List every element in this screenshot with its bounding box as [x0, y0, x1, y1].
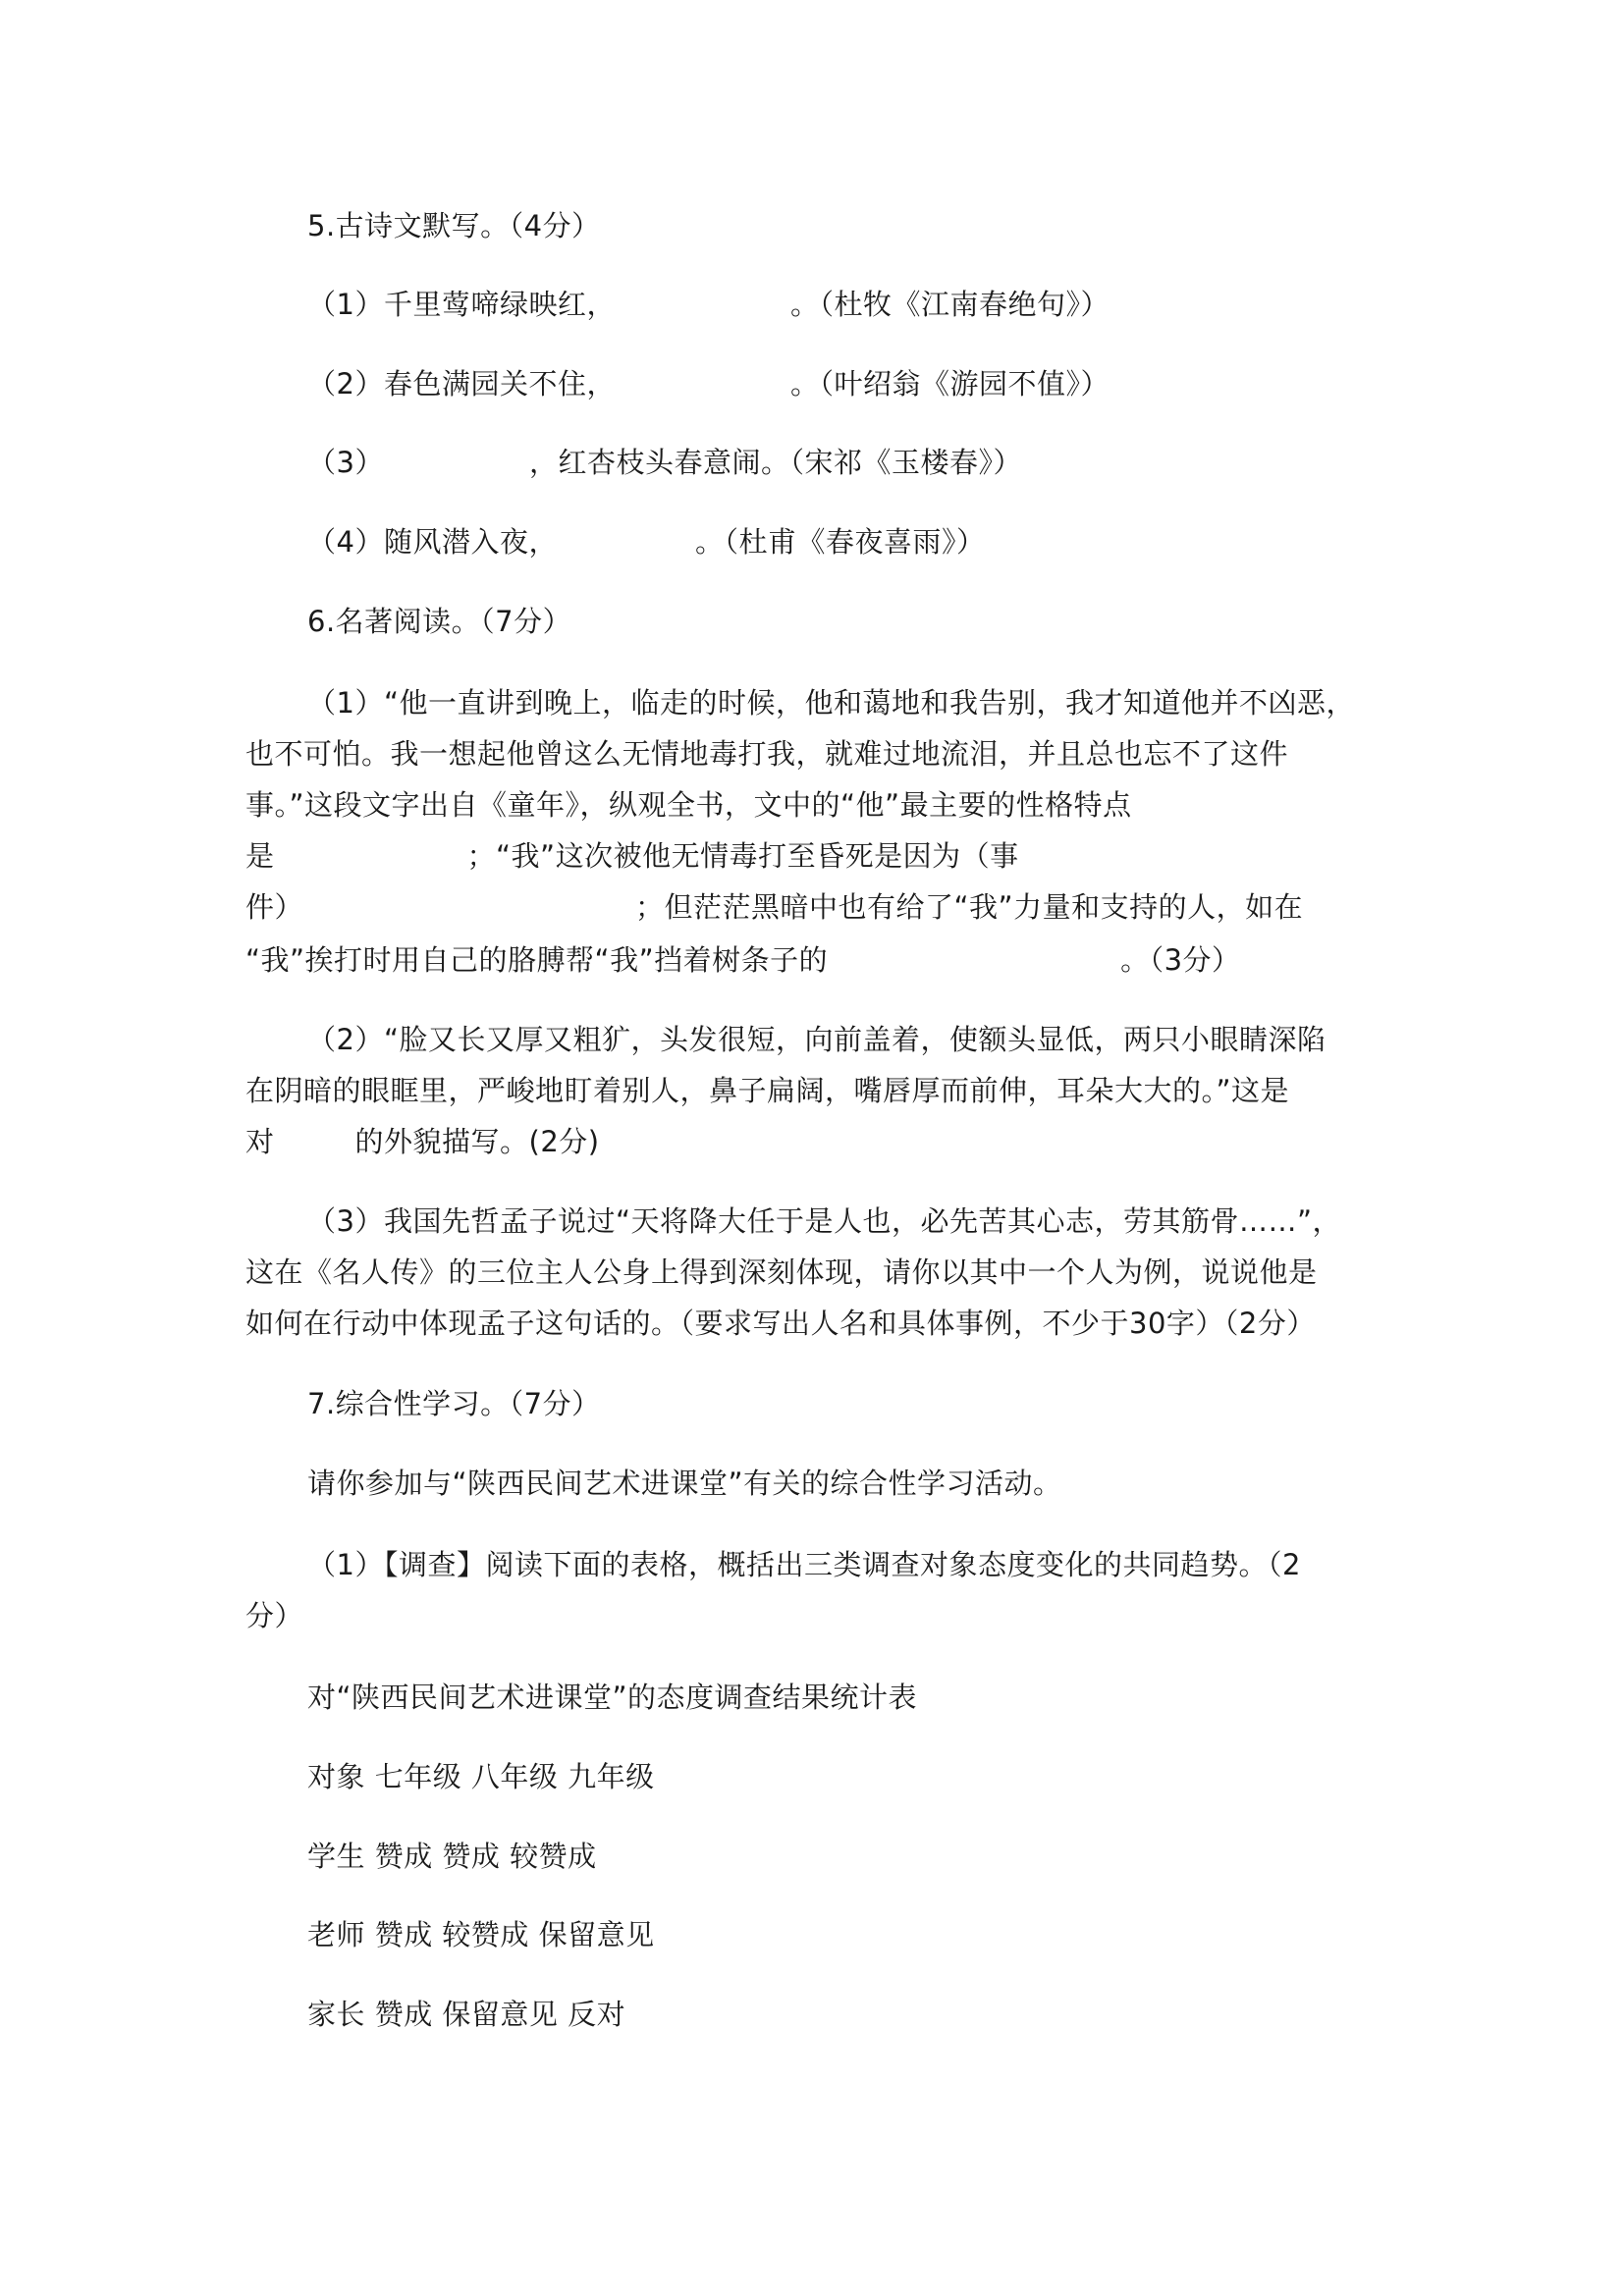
q6-p1-line4-start: 是	[245, 839, 275, 873]
q5-item-1-before: （1）千里莺啼绿映红，	[307, 288, 616, 321]
q6-p1-line2: 也不可怕。我一想起他曾这么无情地毒打我，就难过地流泪，并且总也忘不了这件	[245, 737, 1289, 771]
q6-p1-line3: 事。”这段文字出自《童年》，纵观全书，文中的“他”最主要的性格特点	[245, 788, 1132, 822]
q6-p1-line6-start: “我”挨打时用自己的胳膊帮“我”挡着树条子的	[245, 943, 829, 977]
survey-table-title: 对“陕西民间艺术进课堂”的态度调查结果统计表	[307, 1681, 918, 1714]
q5-item-2-before: （2）春色满园关不住，	[307, 367, 616, 400]
survey-table-row-parents: 家长 赞成 保留意见 反对	[307, 1998, 626, 2031]
q6-p1-line5-start: 件）	[245, 890, 304, 924]
q6-p1-line6	[245, 940, 1241, 980]
q6-p2-line1: （2）“脸又长又厚又粗犷，头发很短，向前盖着，使额头显低，两只小眼睛深陷	[307, 1023, 1326, 1056]
q5-item-1-after: 。（杜牧《江南春绝句》）	[789, 288, 1110, 321]
q5-item-2	[307, 364, 1110, 403]
q7-title: 7.综合性学习。（7分）	[307, 1387, 601, 1420]
q6-p2-line3	[245, 1122, 600, 1161]
q7-p1-line2: 分）	[245, 1599, 304, 1632]
q5-item-3	[307, 443, 1022, 482]
q6-p1-line6-end: 。（3分）	[1120, 943, 1241, 977]
q6-p2-line2: 在阴暗的眼眶里，严峻地盯着别人，鼻子扁阔，嘴唇厚而前伸，耳朵大大的。”这是	[245, 1074, 1290, 1107]
q6-p1-line5	[245, 887, 1303, 927]
q6-p1-line4	[245, 836, 1019, 876]
q6-title: 6.名著阅读。（7分）	[307, 605, 572, 638]
q6-p3-line1: （3）我国先哲孟子说过“天将降大任于是人也，必先苦其心志，劳其筋骨……”，	[307, 1204, 1341, 1238]
q5-item-4-after: 。（杜甫《春夜喜雨》）	[694, 525, 986, 559]
q7-p1-line1: （1）【调查】阅读下面的表格，概括出三类调查对象态度变化的共同趋势。（2	[307, 1548, 1301, 1581]
q6-p1-line4-end: ；“我”这次被他无情毒打至昏死是因为（事	[466, 839, 1019, 873]
survey-table-row-teachers: 老师 赞成 较赞成 保留意见	[307, 1918, 655, 1951]
q6-p2-line3-start: 对	[245, 1125, 275, 1158]
q5-item-3-after: ，红杏枝头春意闹。（宋祁《玉楼春》）	[528, 446, 1022, 479]
q5-item-4-before: （4）随风潜入夜，	[307, 525, 558, 559]
q5-item-4	[307, 522, 985, 561]
q6-p1-line5-end: ；但茫茫黑暗中也有给了“我”力量和支持的人，如在	[635, 890, 1304, 924]
survey-table-row-students: 学生 赞成 赞成 较赞成	[307, 1840, 597, 1873]
q7-intro: 请你参加与“陕西民间艺术进课堂”有关的综合性学习活动。	[307, 1467, 1062, 1500]
q6-p3-line2: 这在《名人传》的三位主人公身上得到深刻体现，请你以其中一个人为例，说说他是	[245, 1255, 1318, 1289]
q5-title: 5.古诗文默写。（4分）	[307, 209, 601, 242]
q6-p3-line3: 如何在行动中体现孟子这句话的。（要求写出人名和具体事例，不少于30字）（2分）	[245, 1307, 1316, 1340]
q6-p1-line1: （1）“他一直讲到晚上，临走的时候，他和蔼地和我告别，我才知道他并不凶恶，	[307, 686, 1355, 720]
survey-table-header: 对象 七年级 八年级 九年级	[307, 1760, 655, 1793]
q6-p2-line3-end: 的外貌描写。(2分)	[354, 1125, 600, 1158]
q5-item-1	[307, 285, 1110, 324]
q5-item-3-before: （3）	[307, 446, 384, 479]
q5-item-2-after: 。（叶绍翁《游园不值》）	[789, 367, 1110, 400]
